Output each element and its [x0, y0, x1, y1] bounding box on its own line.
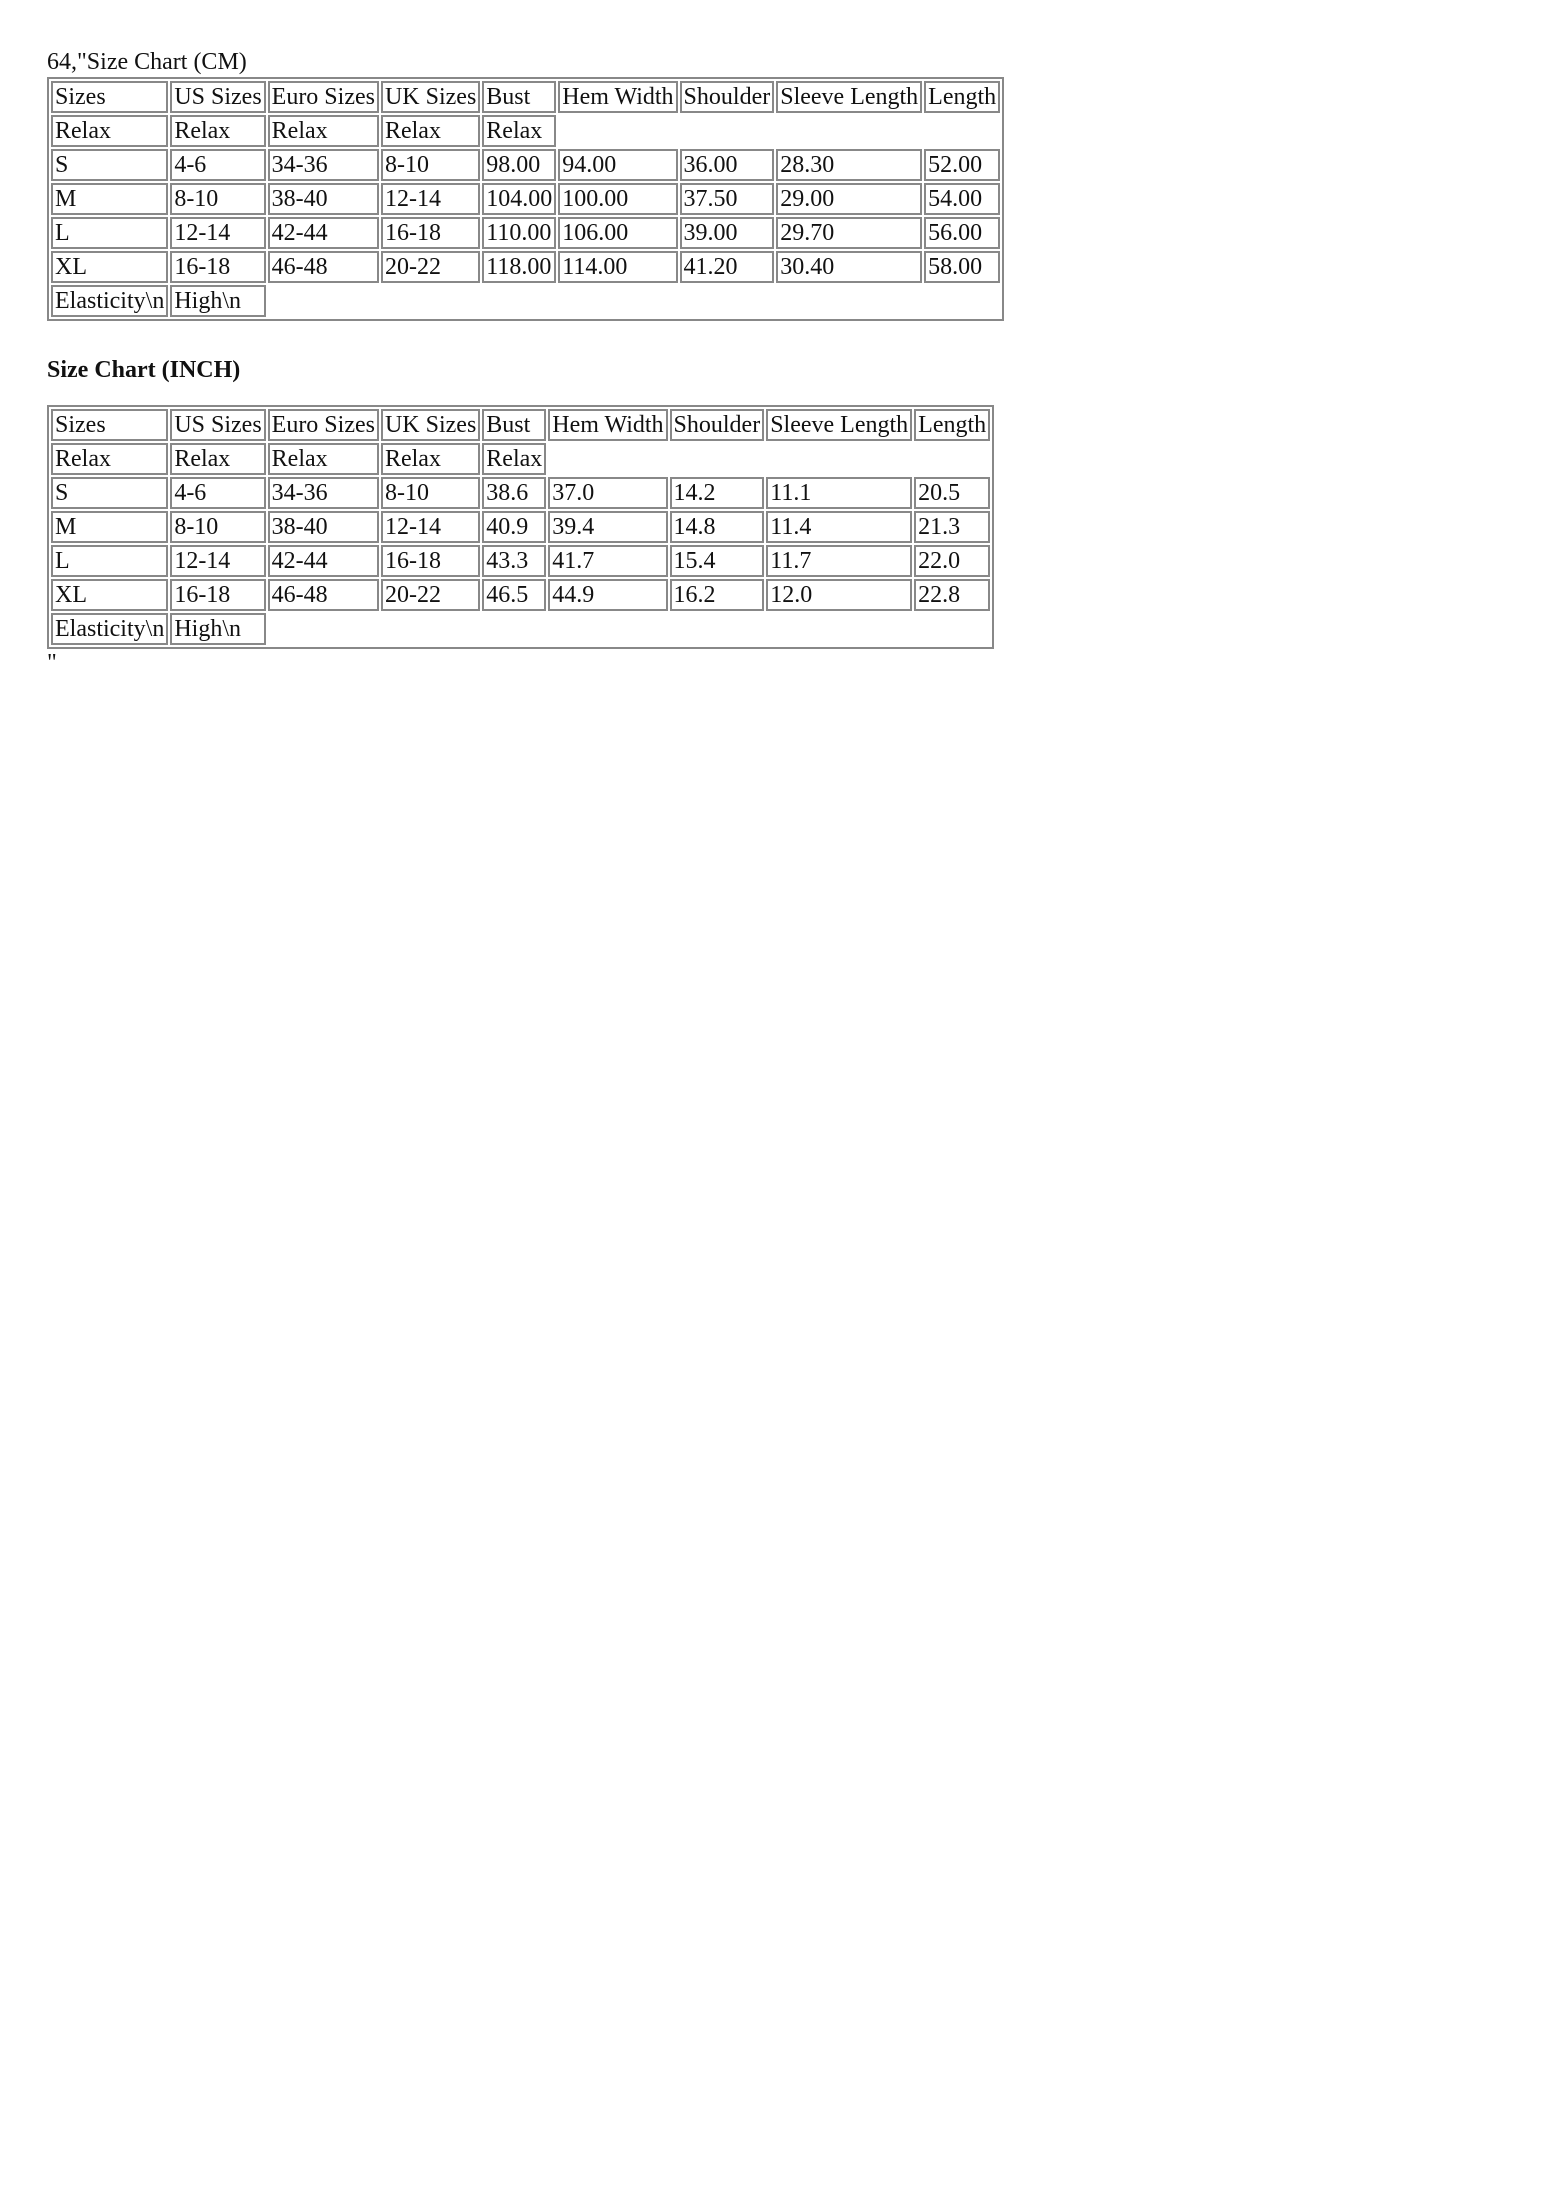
table-cell: 38-40 [268, 511, 379, 543]
table-cell: 16-18 [381, 545, 480, 577]
table-row [51, 511, 990, 543]
header-cell: Sizes [51, 81, 168, 113]
elasticity-cell: High\n [170, 613, 265, 645]
table-cell: 46.5 [482, 579, 546, 611]
table-cell: 42-44 [268, 217, 379, 249]
header-cell: Hem Width [558, 81, 677, 113]
table-row [51, 545, 990, 577]
table-cell: 46-48 [268, 251, 379, 283]
header-cell: US Sizes [170, 409, 265, 441]
table-cell: 11.4 [766, 511, 912, 543]
elasticity-row [51, 285, 1000, 317]
relax-cell: Relax [381, 115, 480, 147]
table-cell: 22.0 [914, 545, 990, 577]
table-cell: 58.00 [924, 251, 1000, 283]
elasticity-cell: High\n [170, 285, 265, 317]
empty-cell [268, 285, 1001, 317]
table-cell: 8-10 [381, 477, 480, 509]
table-cell: 14.2 [670, 477, 765, 509]
table-cell: 39.00 [680, 217, 775, 249]
table-cell: 20-22 [381, 251, 480, 283]
table-cell: 100.00 [558, 183, 677, 215]
empty-cell [558, 115, 1000, 147]
table-cell: 22.8 [914, 579, 990, 611]
header-cell: Bust [482, 409, 546, 441]
table-cell: 41.20 [680, 251, 775, 283]
relax-cell: Relax [51, 443, 168, 475]
table-cell: 37.0 [548, 477, 667, 509]
table-row [51, 183, 1000, 215]
table-cell: 114.00 [558, 251, 677, 283]
relax-cell: Relax [268, 443, 379, 475]
table-cell: 11.7 [766, 545, 912, 577]
table-cell: 12.0 [766, 579, 912, 611]
table-cell: 16.2 [670, 579, 765, 611]
header-cell: Sleeve Length [776, 81, 922, 113]
cm-chart-heading: 64,"Size Chart (CM) [47, 49, 247, 75]
table-cell: 20-22 [381, 579, 480, 611]
table-cell: S [51, 149, 168, 181]
header-cell: Length [914, 409, 990, 441]
header-cell: Sizes [51, 409, 168, 441]
table-cell: 40.9 [482, 511, 546, 543]
table-cell: 8-10 [381, 149, 480, 181]
table-cell: 118.00 [482, 251, 556, 283]
header-cell: Euro Sizes [268, 81, 379, 113]
table-cell: 8-10 [170, 183, 265, 215]
relax-cell: Relax [381, 443, 480, 475]
elasticity-cell: Elasticity\n [51, 285, 168, 317]
table-cell: 20.5 [914, 477, 990, 509]
table-cell: 4-6 [170, 477, 265, 509]
table-cell: 94.00 [558, 149, 677, 181]
relax-cell: Relax [51, 115, 168, 147]
table-cell: 56.00 [924, 217, 1000, 249]
table-cell: 42-44 [268, 545, 379, 577]
document-page [47, 47, 1507, 675]
table-cell: 44.9 [548, 579, 667, 611]
header-cell: Shoulder [680, 81, 775, 113]
inch-chart-heading: Size Chart (INCH) [47, 357, 241, 383]
empty-cell [548, 443, 990, 475]
table-row [51, 217, 1000, 249]
table-cell: 16-18 [170, 251, 265, 283]
table-cell: 52.00 [924, 149, 1000, 181]
relax-cell: Relax [170, 443, 265, 475]
relax-cell: Relax [268, 115, 379, 147]
table-cell: 29.00 [776, 183, 922, 215]
relax-row [51, 443, 990, 475]
table-cell: 28.30 [776, 149, 922, 181]
table-cell: M [51, 183, 168, 215]
table-row [51, 477, 990, 509]
table-row [51, 579, 990, 611]
table-cell: 38-40 [268, 183, 379, 215]
table-cell: 21.3 [914, 511, 990, 543]
table-cell: M [51, 511, 168, 543]
header-cell: US Sizes [170, 81, 265, 113]
table-cell: 30.40 [776, 251, 922, 283]
elasticity-row [51, 613, 990, 645]
table-cell: 38.6 [482, 477, 546, 509]
table-cell: 43.3 [482, 545, 546, 577]
trailing-quote: " [47, 650, 57, 676]
table-cell: 106.00 [558, 217, 677, 249]
table-cell: 46-48 [268, 579, 379, 611]
table-cell: 37.50 [680, 183, 775, 215]
table-cell: 54.00 [924, 183, 1000, 215]
relax-row [51, 115, 1000, 147]
table-cell: 104.00 [482, 183, 556, 215]
table-cell: XL [51, 579, 168, 611]
header-cell: Sleeve Length [766, 409, 912, 441]
table-cell: 39.4 [548, 511, 667, 543]
section-spacer [47, 385, 1507, 405]
table-cell: 8-10 [170, 511, 265, 543]
table-row [51, 251, 1000, 283]
table-cell: 12-14 [381, 183, 480, 215]
table-cell: 12-14 [170, 217, 265, 249]
table-cell: 29.70 [776, 217, 922, 249]
table-cell: 12-14 [170, 545, 265, 577]
header-cell: Bust [482, 81, 556, 113]
section-spacer [47, 321, 1507, 355]
table-cell: 110.00 [482, 217, 556, 249]
table-cell: 16-18 [170, 579, 265, 611]
relax-cell: Relax [482, 443, 546, 475]
table-cell: 15.4 [670, 545, 765, 577]
table-cell: 4-6 [170, 149, 265, 181]
relax-cell: Relax [482, 115, 556, 147]
table-header-row [51, 81, 1000, 113]
header-cell: Euro Sizes [268, 409, 379, 441]
table-cell: 34-36 [268, 149, 379, 181]
header-cell: UK Sizes [381, 409, 480, 441]
table-row [51, 149, 1000, 181]
table-cell: 41.7 [548, 545, 667, 577]
table-header-row [51, 409, 990, 441]
header-cell: Hem Width [548, 409, 667, 441]
relax-cell: Relax [170, 115, 265, 147]
empty-cell [268, 613, 990, 645]
table-cell: 16-18 [381, 217, 480, 249]
header-cell: Shoulder [670, 409, 765, 441]
table-cell: 11.1 [766, 477, 912, 509]
table-cell: 14.8 [670, 511, 765, 543]
table-cell: L [51, 545, 168, 577]
header-cell: UK Sizes [381, 81, 480, 113]
inch-size-table [47, 405, 994, 649]
table-cell: 98.00 [482, 149, 556, 181]
header-cell: Length [924, 81, 1000, 113]
table-cell: 34-36 [268, 477, 379, 509]
table-cell: XL [51, 251, 168, 283]
cm-size-table [47, 77, 1004, 321]
table-cell: 36.00 [680, 149, 775, 181]
table-cell: 12-14 [381, 511, 480, 543]
table-cell: L [51, 217, 168, 249]
elasticity-cell: Elasticity\n [51, 613, 168, 645]
table-cell: S [51, 477, 168, 509]
